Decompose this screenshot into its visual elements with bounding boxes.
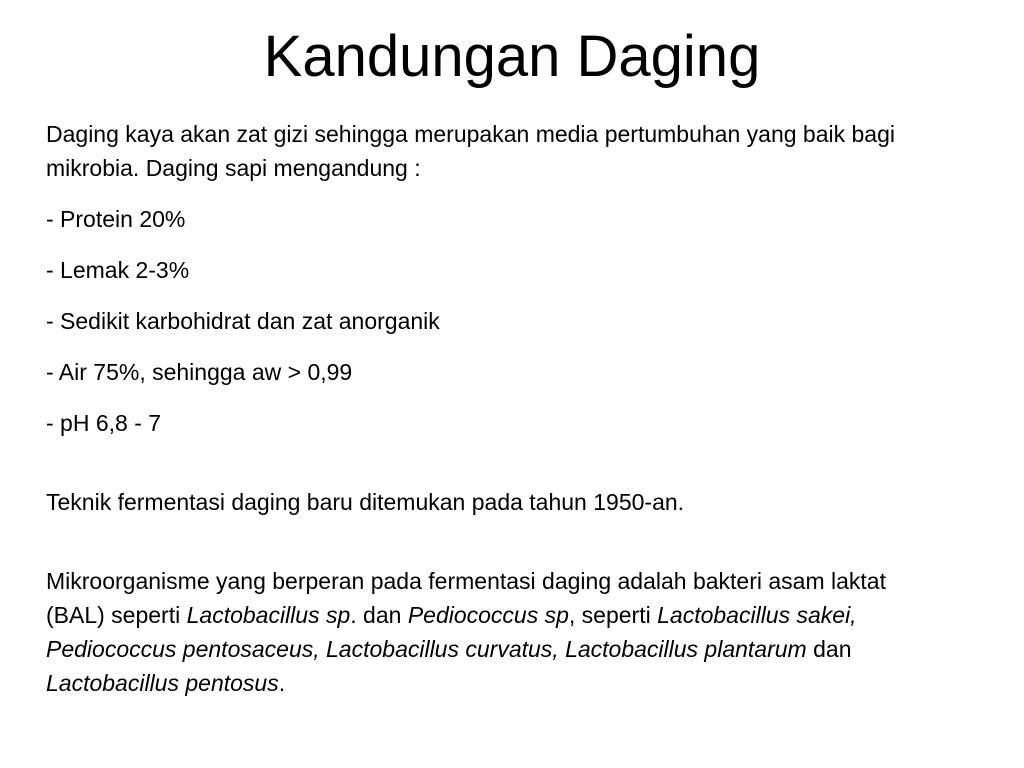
final-text-1: Mikroorganisme yang berperan pada fermentasi daging adalah bakteri asam laktat (BAL) seperti <box>46 568 886 628</box>
bullet-ph: - pH 6,8 - 7 <box>46 410 162 436</box>
final-text-3: , seperti <box>568 602 658 628</box>
species-list: Lactobacillus sakei, Pediococcus pentosaceus, Lactobacillus curvatus, Lactobacillus plantarum <box>46 602 857 662</box>
slide-body <box>46 117 926 700</box>
slide-title: Kandungan Daging <box>263 24 761 89</box>
bullet-air: - Air 75%, sehingga aw > 0,99 <box>46 359 353 385</box>
intro-paragraph: Daging kaya akan zat gizi sehingga merupakan media pertumbuhan yang baik bagi mikrobia. Daging sapi mengandung : <box>46 121 895 181</box>
species-lactobacillus-sp: Lactobacillus sp <box>186 602 351 628</box>
microorganism-paragraph <box>46 564 926 700</box>
bullet-lemak: - Lemak 2-3% <box>46 257 190 283</box>
fermentation-note: Teknik fermentasi daging baru ditemukan pada tahun 1950-an. <box>46 489 685 515</box>
bullet-karbohidrat: - Sedikit karbohidrat dan zat anorganik <box>46 308 440 334</box>
bullet-protein: - Protein 20% <box>46 206 186 232</box>
final-text-5: . <box>278 670 286 696</box>
species-pediococcus-sp: Pediococcus sp <box>407 602 569 628</box>
species-lactobacillus-pentosus: Lactobacillus pentosus <box>46 670 279 696</box>
final-text-2: . dan <box>350 602 408 628</box>
final-text-4: dan <box>806 636 852 662</box>
